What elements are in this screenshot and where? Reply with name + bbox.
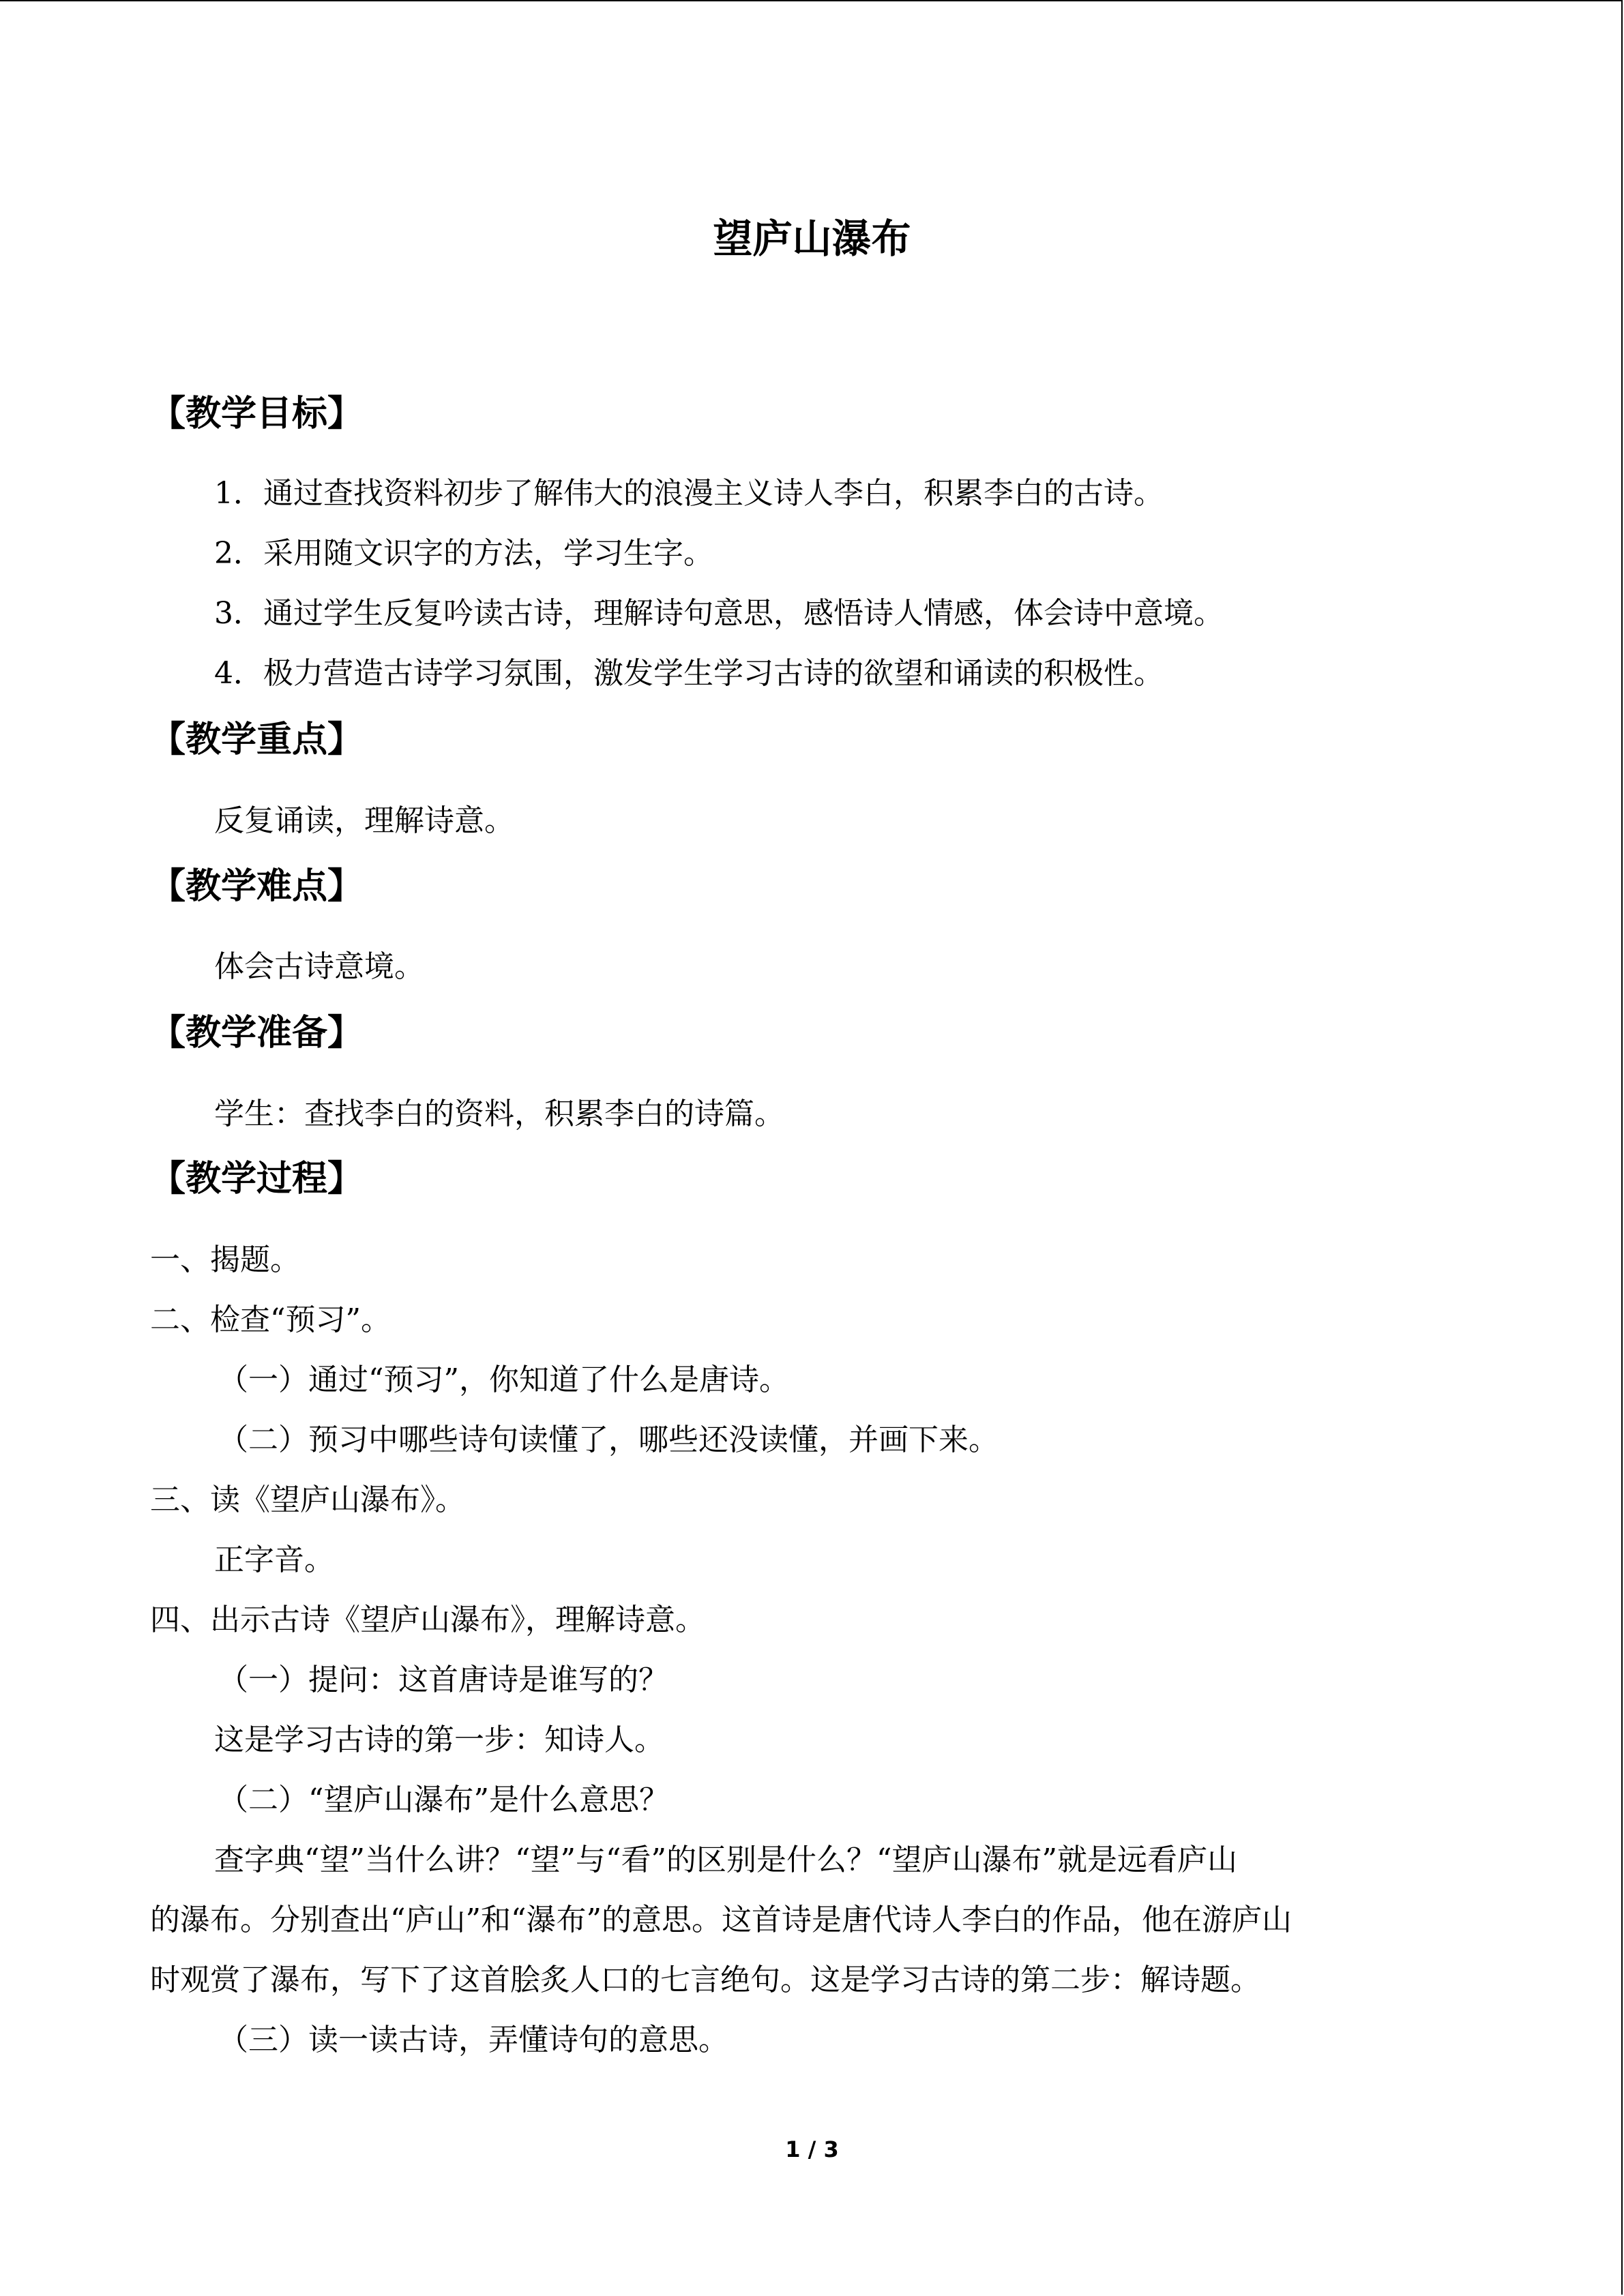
objective-item-2: 2．采用随文识字的方法，学习生字。 — [214, 536, 713, 571]
document-title: 望庐山瀑布 — [713, 215, 911, 262]
heading-difficulties: 【教学难点】 — [150, 866, 364, 907]
key-points-text: 反复诵读，理解诗意。 — [214, 803, 514, 838]
preparation-text: 学生：查找李白的资料，积累李白的诗篇。 — [214, 1097, 784, 1131]
process-line-11: 查字典“望”当什么讲？“望”与“看”的区别是什么？“望庐山瀑布”就是远看庐山 — [214, 1843, 1237, 1877]
process-line-6: 正字音。 — [214, 1542, 334, 1577]
process-line-9: 这是学习古诗的第一步：知诗人。 — [214, 1723, 664, 1757]
process-line-13: 时观赏了瀑布，写下了这首脍炙人口的七言绝句。这是学习古诗的第二步：解诗题。 — [150, 1963, 1260, 1997]
process-line-4: （二）预习中哪些诗句读懂了，哪些还没读懂，并画下来。 — [218, 1422, 999, 1457]
process-line-1: 一、揭题。 — [150, 1242, 300, 1277]
objective-item-1: 1．通过查找资料初步了解伟大的浪漫主义诗人李白，积累李白的古诗。 — [214, 476, 1164, 511]
page-indicator: 1 / 3 — [785, 2136, 839, 2162]
process-line-10: （二）“望庐山瀑布”是什么意思？ — [218, 1783, 669, 1817]
heading-process: 【教学过程】 — [150, 1159, 364, 1199]
objective-item-4: 4．极力营造古诗学习氛围，激发学生学习古诗的欲望和诵读的积极性。 — [214, 656, 1164, 691]
process-line-5: 三、读《望庐山瀑布》。 — [150, 1482, 465, 1517]
heading-preparation: 【教学准备】 — [150, 1013, 364, 1054]
process-line-7: 四、出示古诗《望庐山瀑布》，理解诗意。 — [150, 1602, 705, 1637]
objective-item-3: 3．通过学生反复吟读古诗，理解诗句意思，感悟诗人情感，体会诗中意境。 — [214, 596, 1224, 631]
heading-objectives: 【教学目标】 — [150, 393, 364, 434]
process-line-14: （三）读一读古诗，弄懂诗句的意思。 — [218, 2023, 728, 2057]
process-line-8: （一）提问：这首唐诗是谁写的？ — [218, 1663, 668, 1697]
process-line-12: 的瀑布。分别查出“庐山”和“瀑布”的意思。这首诗是唐代诗人李白的作品，他在游庐山 — [150, 1903, 1292, 1937]
process-line-2: 二、检查“预习”。 — [150, 1302, 391, 1337]
process-line-3: （一）通过“预习”，你知道了什么是唐诗。 — [218, 1362, 789, 1397]
heading-key-points: 【教学重点】 — [150, 719, 364, 760]
difficulties-text: 体会古诗意境。 — [214, 949, 424, 984]
